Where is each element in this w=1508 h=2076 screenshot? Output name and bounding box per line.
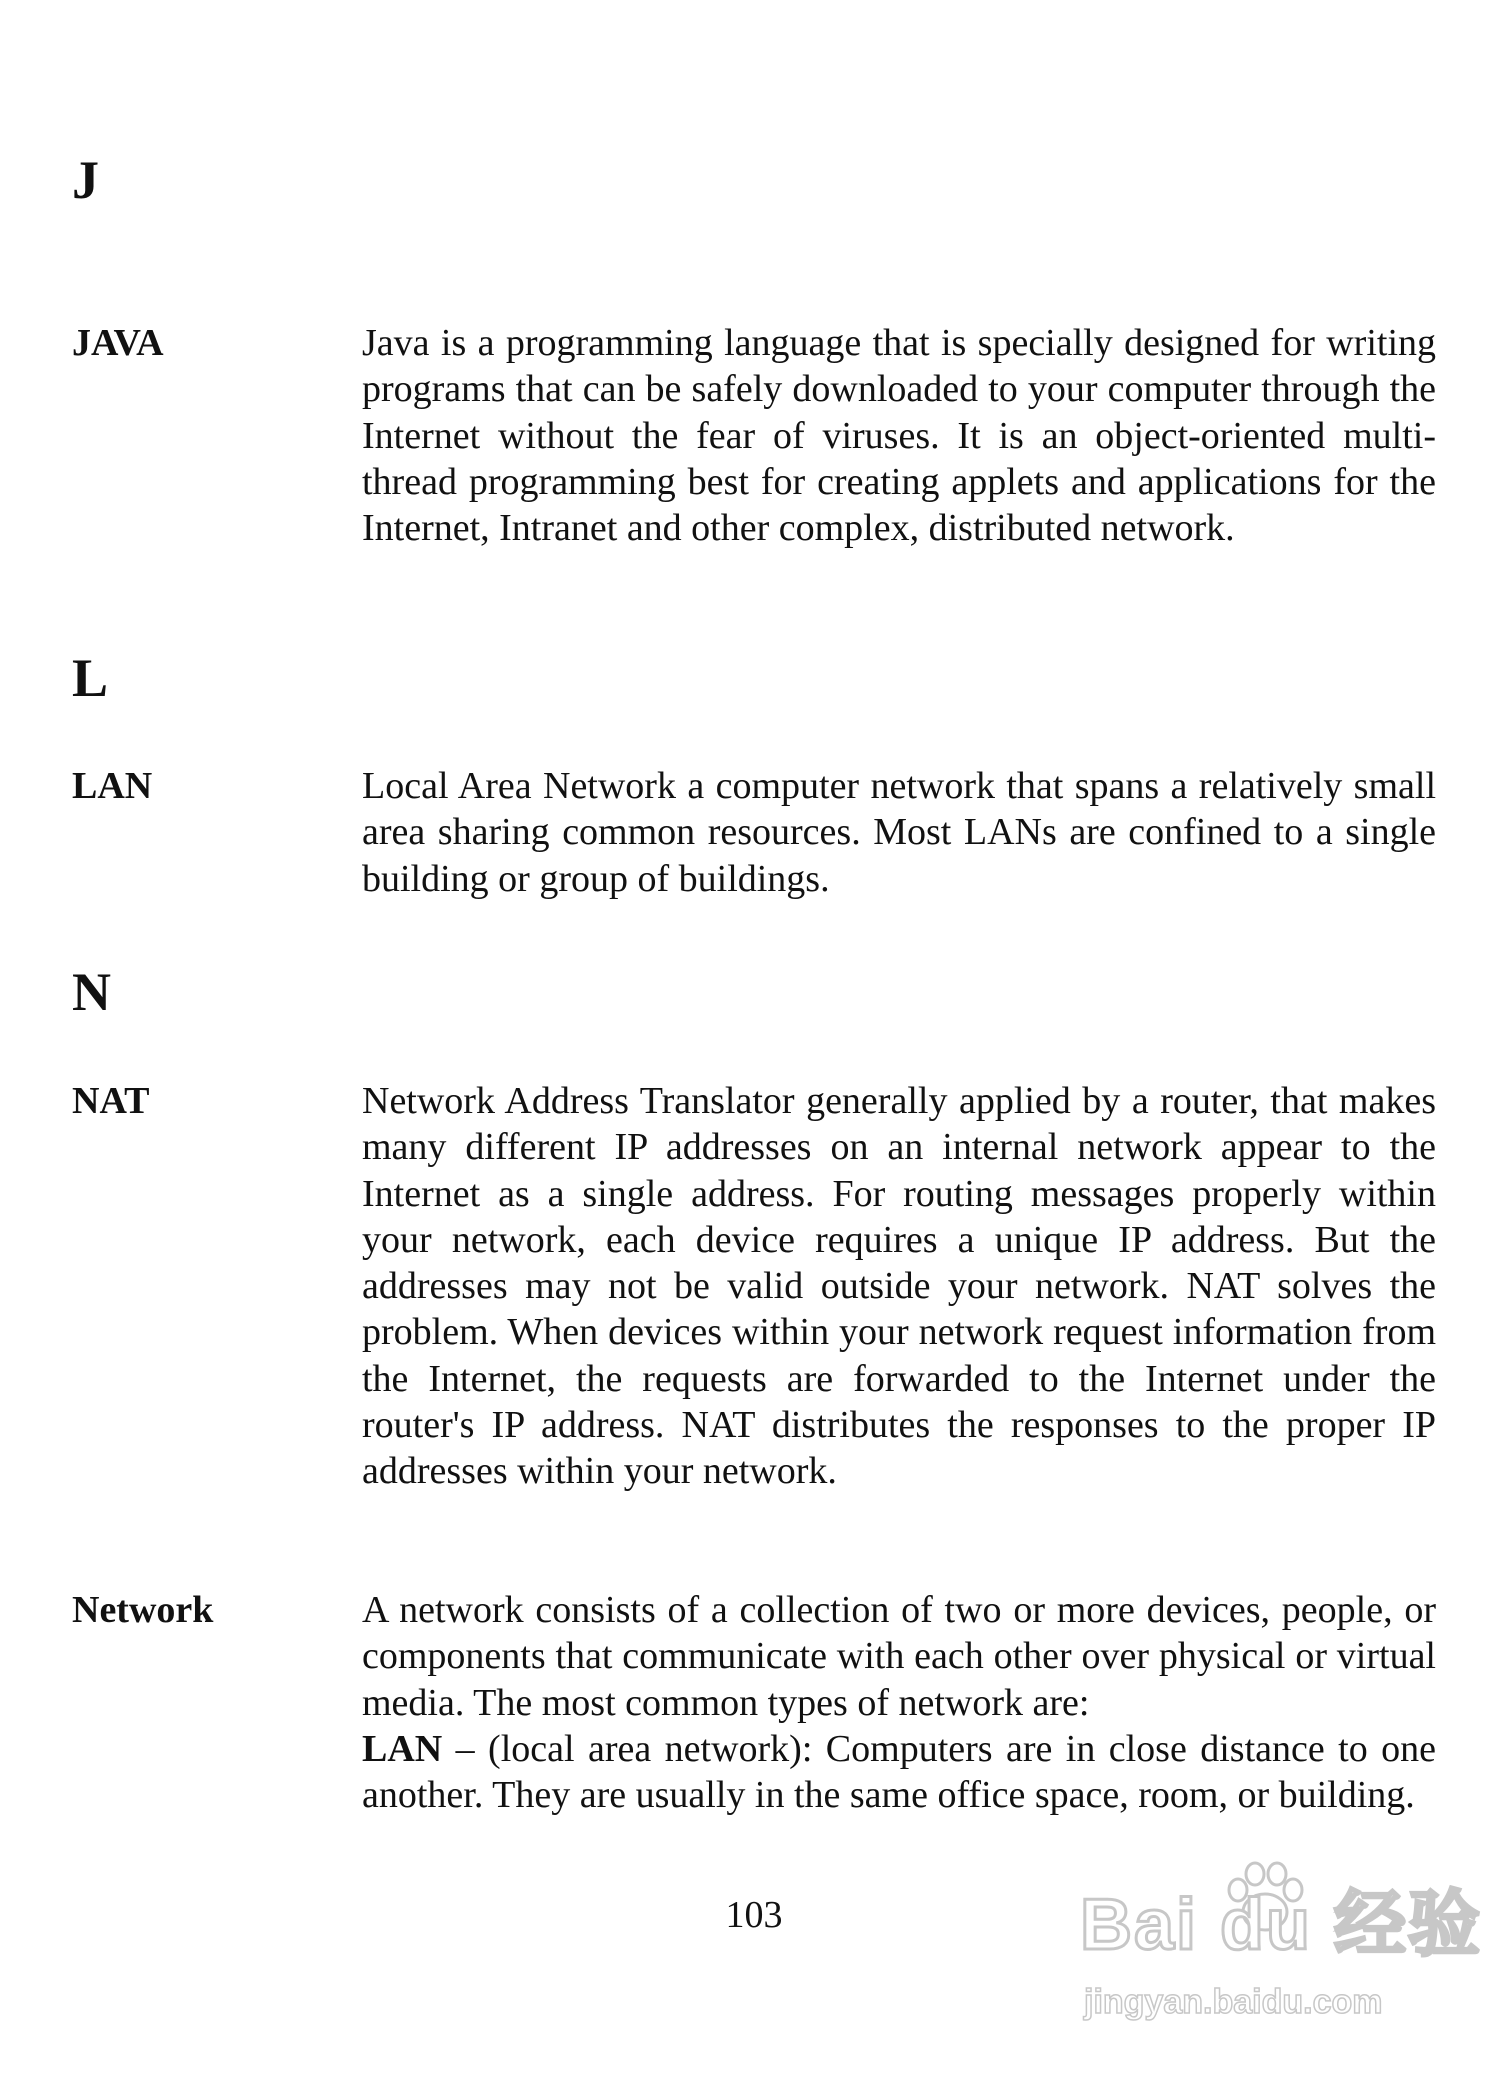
definition-network-subitem [362,1726,1436,1819]
watermark-brand: Bai du 经验 [1080,1885,1483,1965]
definition-lan [362,763,1436,902]
subitem-text-lan: – (local area network): Computers are in close distance to one another. They are usually in the same office space, room, or building. [362,1727,1436,1817]
term-nat: NAT [72,1080,150,1122]
section-letter-n: N [72,962,111,1022]
section-letter-l: L [72,648,109,708]
definition-network-text: A network consists of a collection of two or more devices, people, or components that communicate with each other over physical or virtual media. The most common types of network are: [362,1589,1436,1724]
watermark-url: jingyan.baidu.com [1084,1983,1383,2021]
page-number: 103 [725,1894,783,1936]
term-network: Network [72,1589,214,1631]
subitem-term-lan: LAN [362,1727,443,1770]
term-lan: LAN [72,765,153,807]
section-letter-j: J [72,150,99,210]
definition-nat-text: Network Address Translator generally applied by a router, that makes many different IP addresses on an internal network appear to the Internet as a single address. For routing messages properly within your network, each device requires a unique IP address. But the addresses may not be valid outside your network. NAT solves the problem. When devices within your network request information from the Internet, the requests are forwarded to the Internet under the router's IP address. NAT distributes the responses to the proper IP addresses within your network. [362,1080,1436,1493]
definition-network [362,1587,1436,1818]
definition-lan-text: Local Area Network a computer network that spans a relatively small area sharing common resources. Most LANs are confined to a single building or group of buildings. [362,765,1436,900]
definition-java [362,320,1436,551]
term-java: JAVA [72,322,164,364]
definition-nat [362,1078,1436,1495]
watermark [1070,1860,1490,2060]
definition-java-text: Java is a programming language that is specially designed for writing programs that can be safely downloaded to your computer through the Internet without the fear of viruses. It is an object-oriented multi-thread programming best for creating applets and applications for the Internet, Intranet and other complex, distributed network. [362,322,1436,550]
